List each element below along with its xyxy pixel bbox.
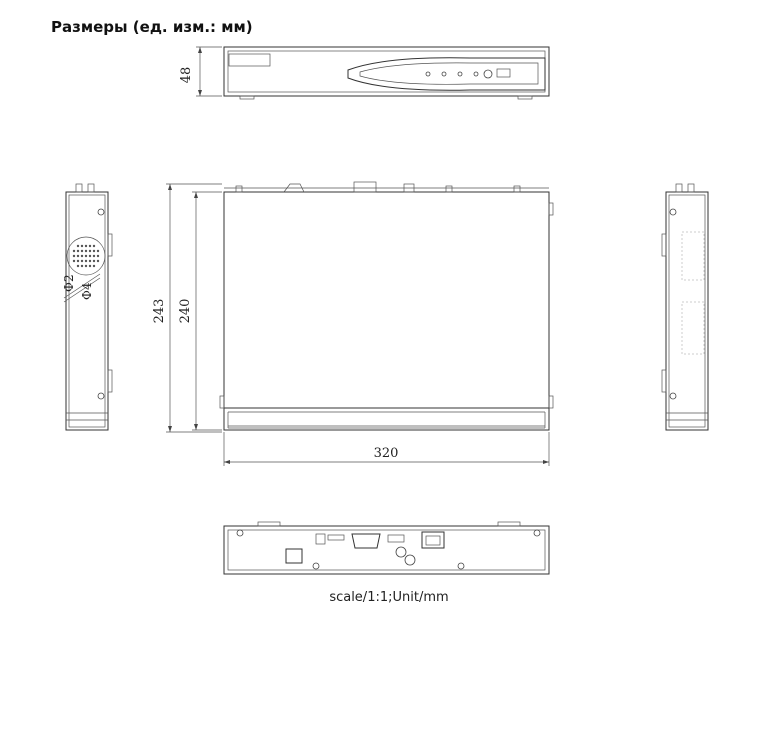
hole-large-label: 4 <box>80 282 94 290</box>
power-switch-icon <box>286 549 302 563</box>
led-icon <box>474 72 478 76</box>
hole-small-label: 2 <box>62 274 76 282</box>
vent-grille <box>67 237 105 275</box>
scale-caption: scale/1:1;Unit/mm <box>329 590 449 605</box>
ethernet-port-icon <box>422 532 444 548</box>
screw-icon <box>670 393 676 399</box>
page-title: Размеры (ед. изм.: мм) <box>51 18 253 36</box>
screw-icon <box>534 530 540 536</box>
vent-grille <box>682 232 704 354</box>
led-icon <box>442 72 446 76</box>
hole-symbol: Φ <box>62 282 76 292</box>
power-button-icon <box>484 70 492 78</box>
depth-overall-label: 243 <box>152 298 167 324</box>
hole-symbol: Φ <box>80 290 94 300</box>
width-dimension-label: 320 <box>373 446 399 461</box>
screw-icon <box>458 563 464 569</box>
height-dimension-label: 48 <box>179 66 194 84</box>
screw-icon <box>670 209 676 215</box>
usb-port-icon <box>328 535 344 540</box>
usb-port-icon <box>497 69 510 77</box>
front-view <box>179 47 549 99</box>
vga-port-icon <box>352 534 380 548</box>
led-icon <box>426 72 430 76</box>
screw-icon <box>313 563 319 569</box>
rear-view <box>224 522 549 574</box>
screw-icon <box>98 393 104 399</box>
audio-jack-icon <box>396 547 406 557</box>
hdmi-port-icon <box>388 535 404 542</box>
audio-jack-icon <box>405 555 415 565</box>
led-icon <box>458 72 462 76</box>
right-side-view <box>662 184 708 430</box>
power-jack-icon <box>316 534 325 544</box>
screw-icon <box>237 530 243 536</box>
screw-icon <box>98 209 104 215</box>
left-side-view <box>62 184 112 430</box>
depth-body-label: 240 <box>178 298 193 324</box>
top-view <box>152 182 553 466</box>
